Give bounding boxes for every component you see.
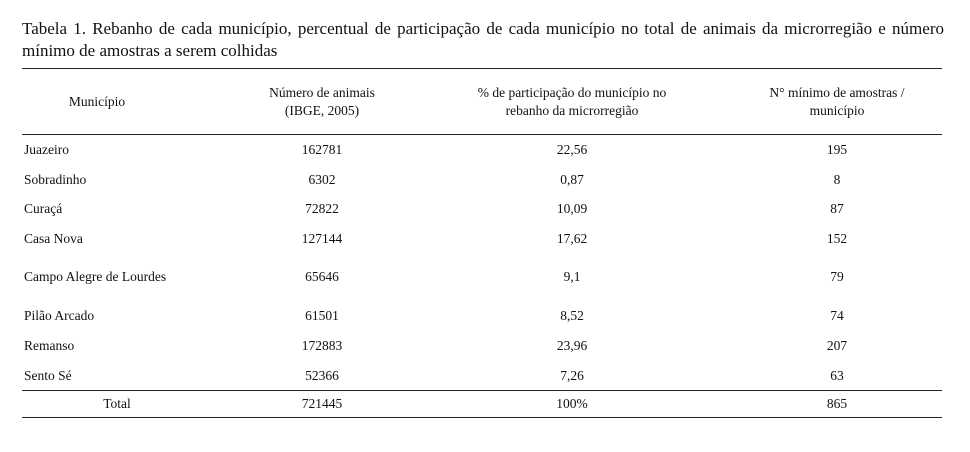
total-label: Total xyxy=(103,396,131,411)
cell-municipio: Sento Sé xyxy=(24,367,72,383)
cell-amostras: 195 xyxy=(826,142,848,158)
header-amostras-line2: município xyxy=(809,102,865,118)
header-animais-line1: Número de animais xyxy=(269,84,375,100)
cell-animais: 52366 xyxy=(305,367,339,383)
cell-municipio: Casa Nova xyxy=(24,230,83,246)
table-row xyxy=(22,254,942,301)
cell-animais: 127144 xyxy=(301,230,343,246)
header-participacao-line2: rebanho da microrregião xyxy=(505,102,639,118)
total-row xyxy=(22,391,942,418)
cell-animais: 162781 xyxy=(301,142,343,158)
cell-amostras: 207 xyxy=(826,338,848,353)
header-row xyxy=(22,69,942,135)
cell-animais: 6302 xyxy=(308,172,336,187)
cell-municipio: Sobradinho xyxy=(24,172,87,187)
cell-participacao: 7,26 xyxy=(560,367,584,383)
header-amostras xyxy=(732,69,942,135)
cell-participacao: 10,09 xyxy=(556,201,588,216)
table-body xyxy=(22,135,942,418)
cell-amostras: 74 xyxy=(830,307,844,323)
cell-municipio: Curaçá xyxy=(24,201,63,216)
cell-participacao: 17,62 xyxy=(556,230,588,246)
cell-participacao: 22,56 xyxy=(556,142,588,158)
cell-municipio: Campo Alegre de Lourdes xyxy=(24,269,167,284)
cell-municipio: Juazeiro xyxy=(24,142,69,158)
header-participacao-line1: % de participação do município no xyxy=(477,84,667,100)
table-header xyxy=(22,69,942,135)
table-caption: Tabela 1. Rebanho de cada município, percentual de participação de cada município no total de animais da microrregião e número mínimo de amostras a serem colhidas xyxy=(22,19,944,60)
table-row xyxy=(22,195,942,224)
table-row xyxy=(22,135,942,166)
header-animais-line2: (IBGE, 2005) xyxy=(284,102,360,118)
cell-animais: 61501 xyxy=(305,307,339,323)
cell-amostras: 87 xyxy=(830,201,844,216)
cell-municipio: Remanso xyxy=(24,338,75,353)
cell-animais: 65646 xyxy=(305,269,339,284)
cell-participacao: 0,87 xyxy=(560,172,584,187)
table-row xyxy=(22,331,942,362)
total-participacao: 100% xyxy=(556,396,588,411)
cell-amostras: 8 xyxy=(833,172,841,187)
cell-amostras: 152 xyxy=(826,230,848,246)
table-row xyxy=(22,301,942,331)
data-table-container xyxy=(22,68,942,418)
header-participacao xyxy=(412,69,732,135)
cell-participacao: 8,52 xyxy=(560,307,584,323)
table-row xyxy=(22,166,942,195)
table-row xyxy=(22,362,942,391)
cell-animais: 72822 xyxy=(305,201,339,216)
header-amostras-line1: N° mínimo de amostras / xyxy=(769,84,905,100)
total-animais: 721445 xyxy=(301,396,343,411)
cell-participacao: 23,96 xyxy=(556,338,588,353)
table-row xyxy=(22,224,942,254)
cell-municipio: Pilão Arcado xyxy=(24,307,95,323)
cell-amostras: 79 xyxy=(830,269,844,284)
cell-participacao: 9,1 xyxy=(563,269,581,284)
cell-animais: 172883 xyxy=(301,338,343,353)
total-amostras: 865 xyxy=(826,396,848,411)
header-animais xyxy=(232,69,412,135)
header-municipio xyxy=(22,69,232,135)
header-municipio-label: Município xyxy=(68,93,126,109)
cell-amostras: 63 xyxy=(830,367,844,383)
data-table xyxy=(22,68,942,418)
